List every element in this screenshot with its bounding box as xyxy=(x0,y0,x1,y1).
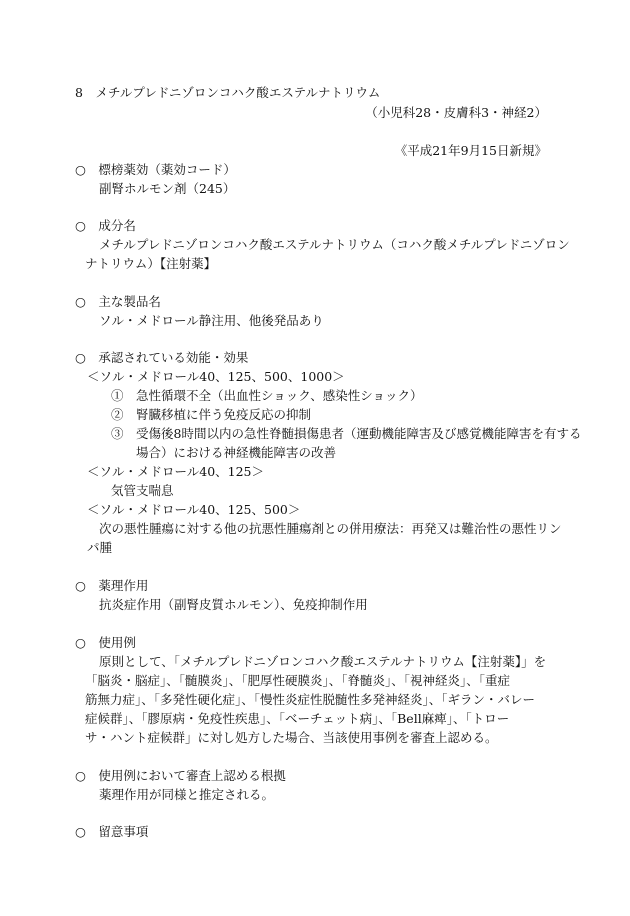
indication-item: ③ 受傷後8時間以内の急性脊髄損傷患者（運動機能障害及び感覚機能障害を有する xyxy=(111,426,582,441)
product-group: ＜ソル・メドロール40、125＞ xyxy=(87,464,265,479)
body-line: 薬理作用が同様と推定される。 xyxy=(99,787,275,802)
indication-item-continued: パ腫 xyxy=(87,540,113,555)
body-line: 症候群」、「膠原病・免疫性疾患」、「ベーチェット病」、「Bell麻痺」、「トロー xyxy=(85,711,510,726)
indication-item: ① 急性循環不全（出血性ショック、感染性ショック） xyxy=(111,388,423,403)
body-line: サ・ハント症候群」に対し処方した場合、当該使用事例を審査上認める。 xyxy=(85,730,498,745)
body-line: 筋無力症」、「多発性硬化症」、「慢性炎症性脱髄性多発神経炎」、「ギラン・バレー xyxy=(85,692,536,707)
department-counts: （小児科28・皮膚科3・神経2） xyxy=(365,105,547,120)
indication-item-continued: 場合）における神経機能障害の改善 xyxy=(136,445,337,460)
body-line: メチルプレドニゾロンコハク酸エステルナトリウム（コハク酸メチルプレドニゾロン xyxy=(99,237,570,252)
section-heading: ○ 主な製品名 xyxy=(75,294,161,309)
indication-item: 次の悪性腫瘍に対する他の抗悪性腫瘍剤との併用療法：再発又は難治性の悪性リン xyxy=(99,521,562,536)
issue-date: 《平成21年9月15日新規》 xyxy=(394,143,547,158)
body-line: ソル・メドロール静注用、他後発品あり xyxy=(99,313,324,328)
section-heading: ○ 成分名 xyxy=(75,218,136,233)
body-line: 原則として、「メチルプレドニゾロンコハク酸エステルナトリウム【注射薬】」を xyxy=(99,654,547,669)
indication-item: ② 腎臓移植に伴う免疫反応の抑制 xyxy=(111,407,312,422)
section-heading: ○ 承認されている効能・効果 xyxy=(75,350,249,365)
body-line: 副腎ホルモン剤（245） xyxy=(99,181,236,196)
body-line: 抗炎症作用（副腎皮質ホルモン）、免疫抑制作用 xyxy=(99,597,368,612)
section-heading: ○ 薬理作用 xyxy=(75,578,149,593)
section-heading: ○ 標榜薬効（薬効コード） xyxy=(75,162,236,177)
body-line: ナトリウム）【注射薬】 xyxy=(85,256,217,271)
product-group: ＜ソル・メドロール40、125、500、1000＞ xyxy=(87,369,345,384)
document-title: 8 メチルプレドニゾロンコハク酸エステルナトリウム xyxy=(75,85,381,100)
indication-item: 気管支喘息 xyxy=(111,483,174,498)
section-heading: ○ 使用例において審査上認める根拠 xyxy=(75,768,286,783)
section-heading: ○ 留意事項 xyxy=(75,824,149,839)
body-line: 「脳炎・脳症」、「髄膜炎」、「肥厚性硬膜炎」、「脊髄炎」、「視神経炎」、「重症 xyxy=(85,673,511,688)
product-group: ＜ソル・メドロール40、125、500＞ xyxy=(87,502,301,517)
section-heading: ○ 使用例 xyxy=(75,635,136,650)
